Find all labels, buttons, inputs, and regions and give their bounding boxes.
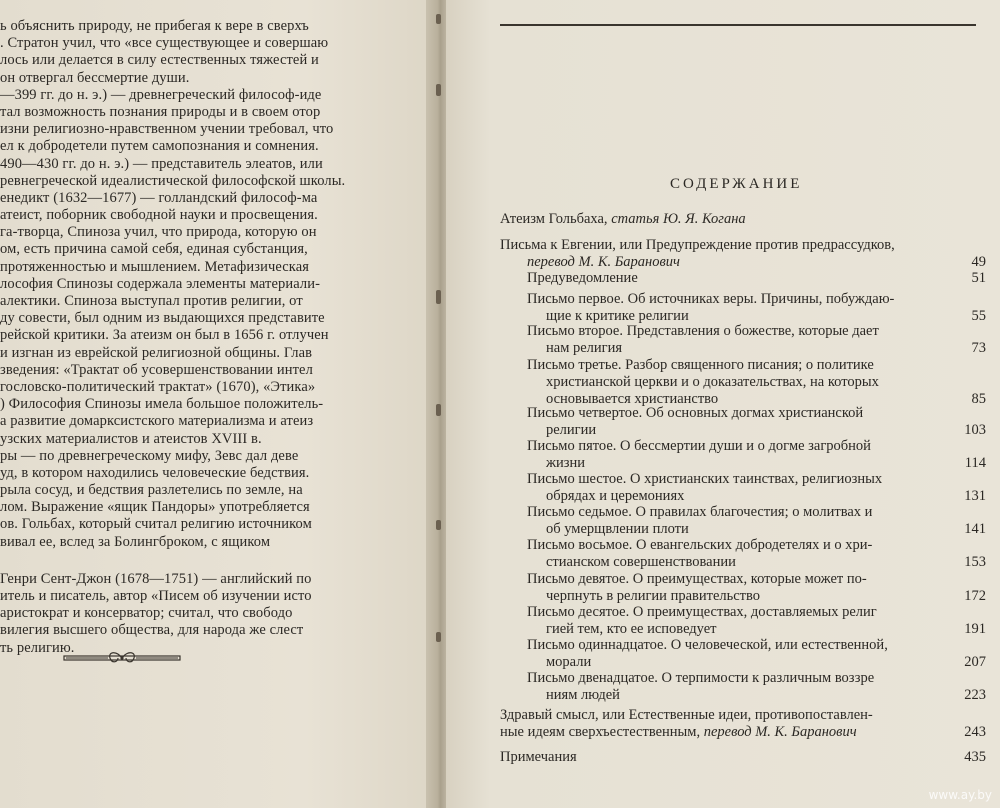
toc-entry-text: морали bbox=[546, 654, 592, 670]
toc-entry-line bbox=[546, 588, 760, 605]
toc-entry-line bbox=[527, 357, 874, 374]
toc-entry-text: Письмо двенадцатое. О терпимости к различным воззре bbox=[527, 670, 875, 686]
toc-entry-line bbox=[500, 749, 577, 766]
toc-entry-text: Примечания bbox=[500, 749, 577, 765]
toc-entry-line bbox=[527, 270, 638, 287]
toc-entry-line bbox=[500, 211, 746, 228]
toc-page-number: 103 bbox=[964, 422, 986, 438]
note-line: . Стратон учил, что «все существующее и совершаю bbox=[0, 35, 329, 52]
toc-entry-text: Письмо пятое. О бессмертии души и о догме загробной bbox=[527, 438, 871, 454]
toc-entry-text: Письмо второе. Представления о божестве, которые дает bbox=[527, 323, 879, 339]
toc-page-number: 141 bbox=[964, 521, 986, 537]
toc-entry-text: Письма к Евгении, или Предупреждение против предрассудков, bbox=[500, 237, 895, 253]
toc-entry-line bbox=[546, 521, 689, 538]
paragraph-gap bbox=[0, 551, 400, 571]
toc-entry-text: христианской церкви и о доказательствах, на которых bbox=[546, 374, 879, 390]
toc-entry-text: обрядах и церемониях bbox=[546, 488, 685, 504]
toc-entry-text: Письмо четвертое. Об основных догмах христианской bbox=[527, 405, 864, 421]
binding-stitch bbox=[436, 404, 441, 416]
toc-entry-text: гией тем, кто ее исповедует bbox=[546, 621, 717, 637]
header-rule bbox=[500, 24, 976, 26]
note-line: рейской критики. За атеизм он был в 1656 г. отлучен bbox=[0, 327, 329, 344]
note-line: а развитие домарксистского материализма и атеиз bbox=[0, 413, 314, 430]
toc-entry-line bbox=[546, 422, 596, 439]
toc-entry-text: нам религия bbox=[546, 340, 623, 356]
note-line: и изгнан из еврейской религиозной общины. Глав bbox=[0, 344, 313, 361]
toc-entry-text: Письмо третье. Разбор священного писания; о политике bbox=[527, 357, 874, 373]
left-page bbox=[0, 0, 436, 808]
toc-entry-line bbox=[527, 504, 872, 521]
note-line: вилегия высшего общества, для народа же слест bbox=[0, 622, 304, 639]
toc-page-number: 51 bbox=[971, 270, 986, 286]
binding-stitch bbox=[436, 84, 441, 96]
toc-entry-line bbox=[546, 687, 620, 704]
note-line: ь объяснить природу, не прибегая к вере в сверхъ bbox=[0, 18, 309, 34]
watermark: www.ay.by bbox=[928, 788, 992, 802]
toc-entry-line bbox=[500, 237, 895, 254]
note-line: рыла сосуд, и бедствия разлетелись по земле, на bbox=[0, 482, 303, 499]
toc-entry-text: Письмо девятое. О преимуществах, которые может по- bbox=[527, 571, 867, 587]
note-line: ом, есть причина самой себя, единая субстанция, bbox=[0, 241, 308, 258]
binding-stitch bbox=[436, 520, 441, 530]
toc-entry-line bbox=[527, 670, 874, 687]
toc-page-number: 243 bbox=[964, 724, 986, 740]
note-line: га-творца, Спиноза учил, что природа, которую он bbox=[0, 224, 317, 241]
toc-page-number: 114 bbox=[964, 455, 986, 471]
toc-page-number: 131 bbox=[964, 488, 986, 504]
toc-entry-line bbox=[527, 571, 867, 588]
binding-stitch bbox=[436, 14, 441, 24]
note-line: итель и писатель, автор «Писем об изучении исто bbox=[0, 588, 312, 604]
toc-entry-line bbox=[546, 340, 622, 357]
note-line: гословско-политический трактат» (1670), «Этика» bbox=[0, 378, 316, 395]
toc-page-number: 73 bbox=[971, 340, 986, 356]
toc-entry-text: Здравый смысл, или Естественные идеи, противопоставлен- bbox=[500, 707, 873, 723]
toc-entry-line bbox=[546, 455, 585, 472]
toc-entry-text: основывается христианство bbox=[546, 391, 719, 407]
note-line: ры — по древнегреческому мифу, Зевс дал деве bbox=[0, 447, 299, 464]
note-line: ду совести, был одним из выдающихся представите bbox=[0, 310, 325, 327]
toc-entry-line bbox=[500, 707, 873, 724]
note-line: лософия Спинозы содержала элементы материали- bbox=[0, 275, 321, 292]
toc-entry-text: стианском совершенствовании bbox=[546, 554, 736, 570]
note-line: ть религию. bbox=[0, 639, 75, 656]
toc-entry-text: Письмо шестое. О христианских таинствах, религиозных bbox=[527, 471, 883, 487]
toc-entry-line bbox=[546, 554, 736, 571]
toc-page-number: 85 bbox=[971, 391, 986, 407]
note-line: алектики. Спиноза выступал против религии, от bbox=[0, 293, 303, 309]
toc-entry-text: Письмо первое. Об источниках веры. Причины, побуждаю- bbox=[527, 291, 895, 307]
note-line: ) Философия Спинозы имела большое положитель- bbox=[0, 396, 324, 413]
toc-page-number: 49 bbox=[971, 254, 986, 270]
toc-entry-line bbox=[527, 537, 872, 554]
toc-entry-text: ные идеям сверхъестественным, bbox=[500, 724, 704, 740]
toc-entry-text: жизни bbox=[546, 455, 586, 471]
toc-entry-line bbox=[527, 291, 894, 308]
toc-entry-line bbox=[527, 438, 871, 455]
note-line: протяженностью и мышлением. Метафизическая bbox=[0, 258, 310, 275]
toc-entry-text: Письмо десятое. О преимуществах, доставляемых религ bbox=[527, 604, 877, 620]
toc-entry-translator: перевод М. К. Баранович bbox=[703, 724, 857, 740]
toc-page-number: 207 bbox=[964, 654, 986, 670]
toc-page-number: 55 bbox=[971, 308, 986, 324]
note-line: лось или делается в силу естественных тяжестей и bbox=[0, 52, 319, 69]
toc-entry-text: ниям людей bbox=[546, 687, 620, 703]
toc-entry-text: Предуведомление bbox=[527, 270, 638, 286]
note-line: ревнегреческой идеалистической философской школы. bbox=[0, 172, 346, 189]
toc-page-number: 435 bbox=[964, 749, 986, 765]
toc-entry-line bbox=[527, 323, 879, 340]
note-line: лом. Выражение «ящик Пандоры» употребляется bbox=[0, 499, 310, 516]
toc-title: СОДЕРЖАНИЕ bbox=[670, 176, 803, 192]
toc-entry-line bbox=[546, 654, 591, 671]
note-line: он отвергал бессмертие души. bbox=[0, 69, 190, 86]
notes-text bbox=[0, 18, 400, 657]
note-line: енедикт (1632—1677) — голландский философ-ма bbox=[0, 189, 318, 206]
toc-entry-line bbox=[527, 471, 882, 488]
note-line: уд, в котором находились человеческие бедствия. bbox=[0, 464, 310, 481]
toc-entry-line bbox=[546, 374, 879, 391]
ornament-divider bbox=[62, 646, 182, 670]
toc-entry-line bbox=[527, 637, 888, 654]
note-line: —399 гг. до н. э.) — древнегреческий философ-иде bbox=[0, 86, 322, 103]
toc-entry-text: щие к критике религии bbox=[546, 308, 689, 324]
note-line: ел к добродетели путем самопознания и сомнения. bbox=[0, 138, 319, 155]
note-line: зведения: «Трактат об усовершенствовании интел bbox=[0, 361, 313, 378]
toc-entry-line bbox=[527, 604, 877, 621]
note-line: ов. Гольбах, который считал религию источником bbox=[0, 516, 312, 533]
note-line: аристократ и консерватор; считал, что свободо bbox=[0, 605, 293, 622]
note-line: Генри Сент-Джон (1678—1751) — английский по bbox=[0, 570, 312, 587]
note-line: узских материалистов и атеистов XVIII в. bbox=[0, 430, 262, 447]
toc-entry-text: Письмо восьмое. О евангельских добродетелях и о хри- bbox=[527, 537, 873, 553]
binding-stitch bbox=[436, 632, 441, 642]
toc-entry-text: религии bbox=[546, 422, 597, 438]
toc-page-number: 191 bbox=[964, 621, 986, 637]
toc-entry-text: об умерщвлении плоти bbox=[546, 521, 689, 537]
toc-entry-line bbox=[546, 621, 717, 638]
note-line: 490—430 гг. до н. э.) — представитель элеатов, или bbox=[0, 155, 323, 172]
toc-entry-line bbox=[500, 724, 857, 741]
toc-entry-text: Атеизм Гольбаха, bbox=[500, 211, 612, 227]
note-line: вивал ее, вслед за Болингброком, с ящиком bbox=[0, 533, 271, 550]
toc-page-number: 172 bbox=[964, 588, 986, 604]
toc-entry-line bbox=[527, 254, 680, 271]
toc-entry-text: черпнуть в религии правительство bbox=[546, 588, 761, 604]
toc-entry-translator: перевод М. К. Баранович bbox=[527, 254, 680, 270]
toc-entry-text: Письмо седьмое. О правилах благочестия; о молитвах и bbox=[527, 504, 873, 520]
note-line: тал возможность познания природы и в своем отор bbox=[0, 103, 321, 120]
toc-entry-line bbox=[527, 405, 863, 422]
toc-page-number: 223 bbox=[964, 687, 986, 703]
toc-entry-line bbox=[546, 488, 684, 505]
toc-entry-text: Письмо одиннадцатое. О человеческой, или естественной, bbox=[527, 637, 888, 653]
note-line: атеист, поборник свободной науки и просвещения. bbox=[0, 207, 318, 224]
note-line: изни религиозно-нравственном учении требовал, что bbox=[0, 121, 334, 138]
binding-stitch bbox=[436, 290, 441, 304]
toc-entry-author: статья Ю. Я. Когана bbox=[611, 211, 746, 227]
toc-page-number: 153 bbox=[964, 554, 986, 570]
